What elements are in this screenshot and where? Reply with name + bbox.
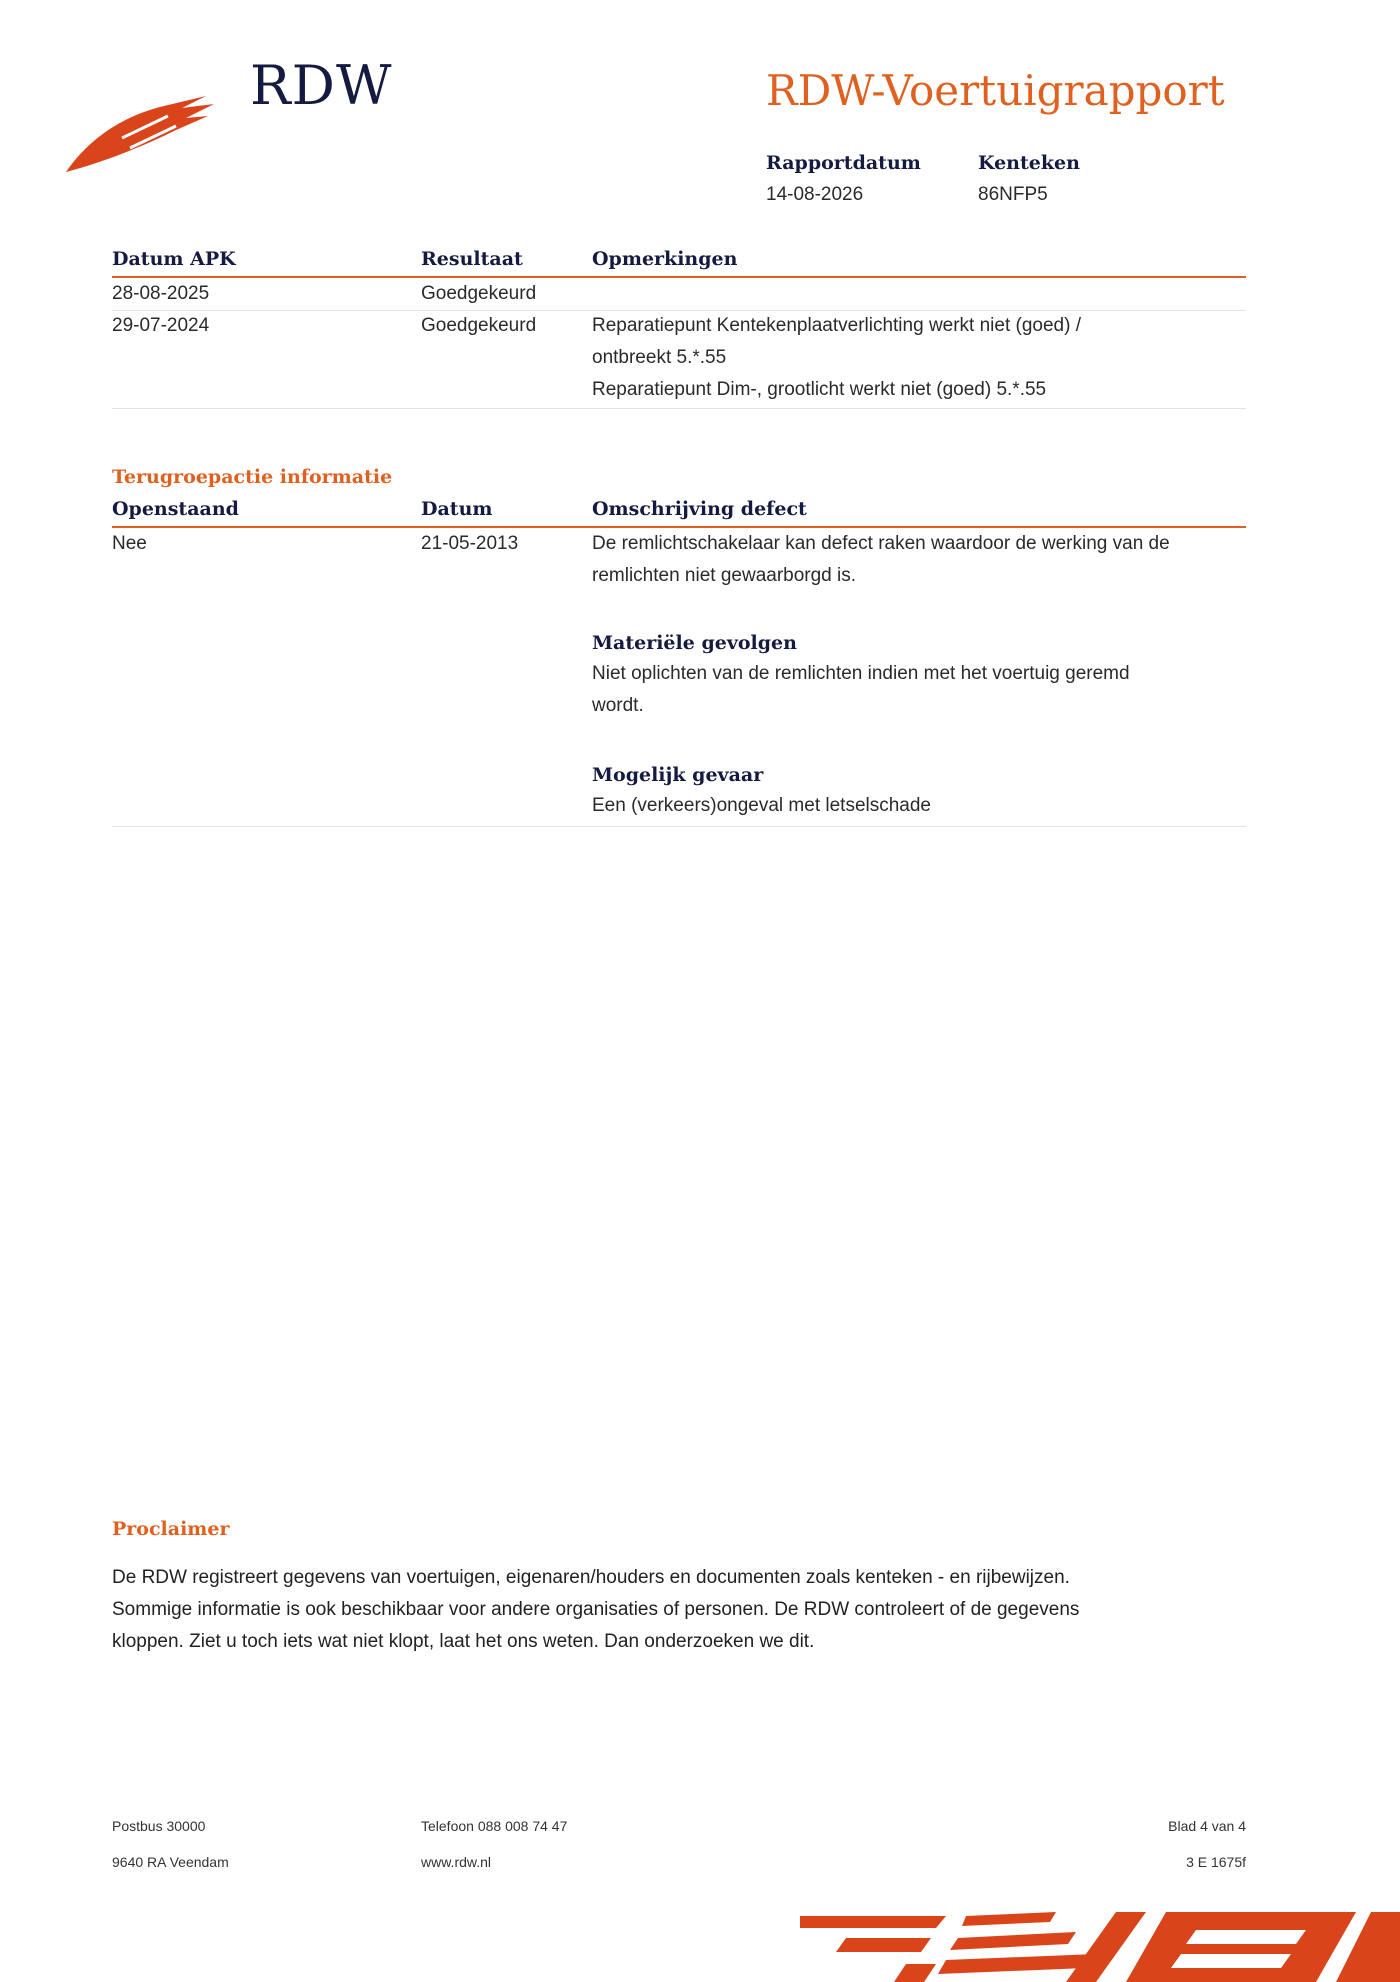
proclaimer-text — [112, 1562, 1262, 1658]
apk-col-result: Resultaat — [421, 248, 523, 270]
report-title: RDW-Voertuigrapport — [766, 66, 1225, 115]
plate-label: Kenteken — [978, 152, 1080, 174]
apk-row-2-remark-3: Reparatiepunt Dim-, grootlicht werkt niet (goed) 5.*.55 — [592, 379, 1047, 400]
apk-row-2-result: Goedgekeurd — [421, 315, 537, 336]
apk-col-remarks: Opmerkingen — [592, 248, 738, 270]
recall-material-title: Materiële gevolgen — [592, 632, 797, 654]
footer-address-2: 9640 RA Veendam — [112, 1854, 229, 1870]
rdw-logo-icon — [64, 86, 234, 176]
apk-row-2-rule — [112, 408, 1246, 409]
footer-page: Blad 4 van 4 — [1168, 1818, 1246, 1834]
apk-row-2-date: 29-07-2024 — [112, 315, 210, 336]
recall-row-rule — [112, 826, 1246, 827]
apk-col-date: Datum APK — [112, 248, 236, 270]
report-date-label: Rapportdatum — [766, 152, 921, 174]
footer-phone: Telefoon 088 008 74 47 — [421, 1818, 568, 1834]
recall-defect-line-1: De remlichtschakelaar kan defect raken waardoor de werking van de — [592, 533, 1170, 554]
apk-row-2-remark-2: ontbreekt 5.*.55 — [592, 347, 727, 368]
recall-danger-line-1: Een (verkeers)ongeval met letselschade — [592, 795, 932, 816]
footer-address-1: Postbus 30000 — [112, 1818, 206, 1834]
recall-col-open: Openstaand — [112, 498, 239, 520]
proclaimer-line-3: kloppen. Ziet u toch iets wat niet klopt, laat het ons weten. Dan onderzoeken we dit. — [112, 1631, 815, 1652]
footer-web: www.rdw.nl — [421, 1854, 492, 1870]
report-date: 14-08-2026 — [766, 184, 864, 205]
apk-row-2-remark-1: Reparatiepunt Kentekenplaatverlichting werkt niet (goed) / — [592, 315, 1082, 336]
recall-title: Terugroepactie informatie — [112, 466, 393, 488]
recall-defect-line-2: remlichten niet gewaarborgd is. — [592, 565, 857, 586]
recall-date: 21-05-2013 — [421, 533, 519, 554]
proclaimer-title: Proclaimer — [112, 1518, 230, 1540]
footer-code: 3 E 1675f — [1186, 1854, 1246, 1870]
recall-material-line-1: Niet oplichten van de remlichten indien met het voertuig geremd — [592, 663, 1130, 684]
logo-text: RDW — [250, 54, 393, 117]
recall-danger-title: Mogelijk gevaar — [592, 764, 764, 786]
recall-col-defect: Omschrijving defect — [592, 498, 807, 520]
proclaimer-line-2: Sommige informatie is ook beschikbaar voor andere organisaties of personen. De RDW controleert of de gegevens — [112, 1599, 1080, 1620]
proclaimer-line-1: De RDW registreert gegevens van voertuigen, eigenaren/houders en documenten zoals kenteken - en rijbewijzen. — [112, 1567, 1070, 1588]
plate-value: 86NFP5 — [978, 184, 1048, 205]
apk-row-1-date: 28-08-2025 — [112, 283, 210, 304]
apk-header-rule — [112, 276, 1246, 278]
recall-open: Nee — [112, 533, 147, 554]
apk-row-1-result: Goedgekeurd — [421, 283, 537, 304]
recall-material-line-2: wordt. — [592, 695, 644, 716]
rdw-footer-stripes-icon — [796, 1908, 1400, 1982]
recall-col-date: Datum — [421, 498, 493, 520]
